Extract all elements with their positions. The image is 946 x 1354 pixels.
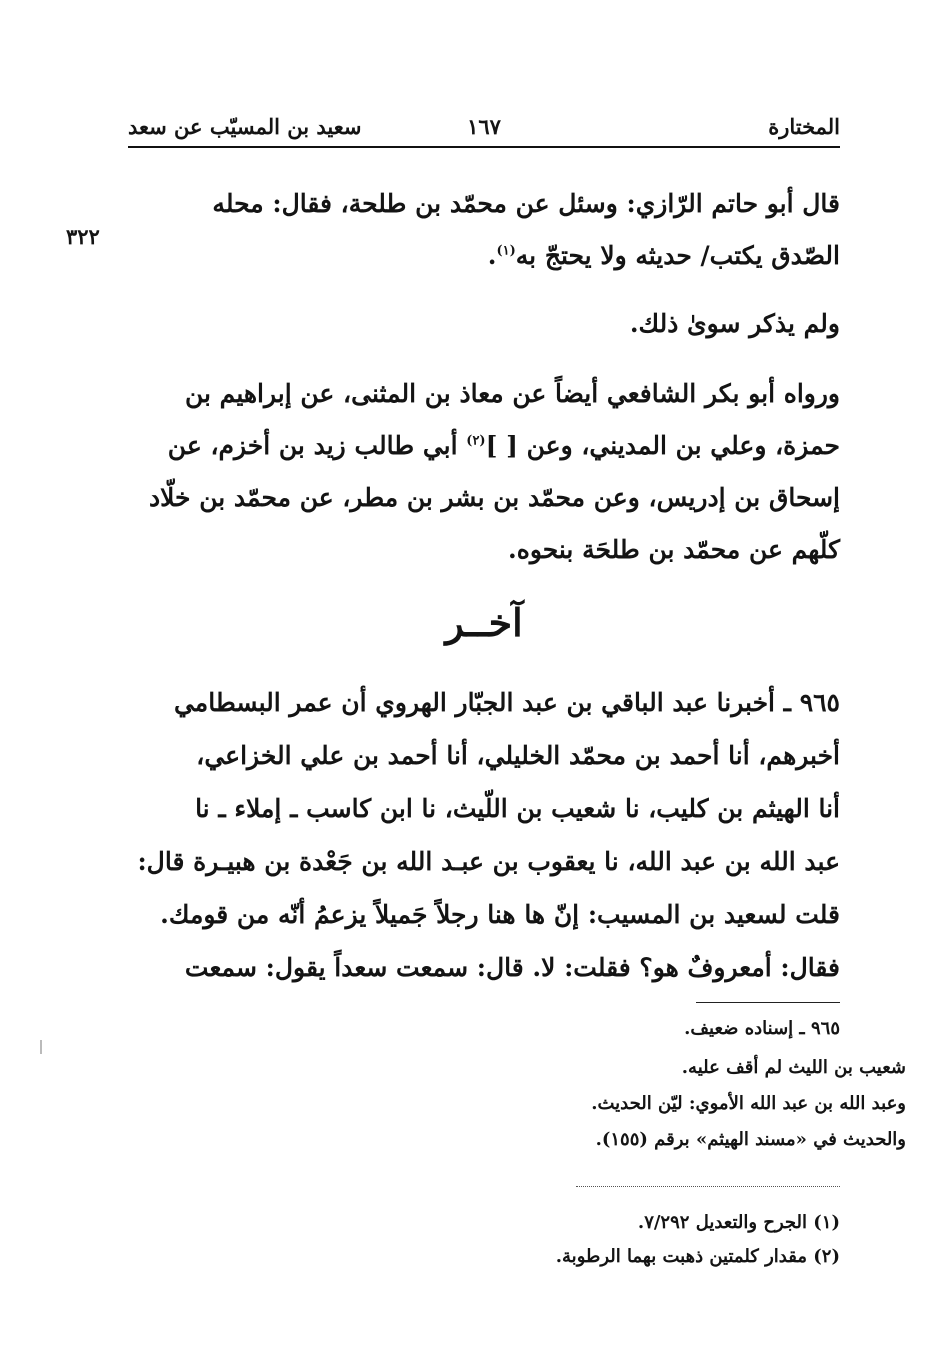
note-line: (٢) مقدار كلمتين ذهبت بهما الرطوبة. bbox=[555, 1246, 840, 1267]
footnote-ref: (٢) bbox=[466, 433, 486, 449]
text-line: كلّهم عن محمّد بن طلحَة بنحوه. bbox=[508, 535, 840, 564]
notes-divider bbox=[576, 1186, 840, 1187]
text-line: ورواه أبو بكر الشافعي أيضاً عن معاذ بن المثنى، عن إبراهيم بن bbox=[184, 379, 840, 408]
text-line bbox=[128, 230, 840, 282]
text-span: أبي طالب زيد بن أخزم، عن bbox=[167, 431, 467, 460]
text-line: أنا الهيثم بن كليب، نا شعيب بن اللّيث، نا ابن كاسب ـ إملاء ـ نا bbox=[195, 794, 840, 823]
takhrij-line: شعيب بن الليث لم أقف عليه. bbox=[681, 1057, 906, 1078]
text-line: فقال: أمعروفٌ هو؟ فقلت: لا. قال: سمعت سعداً يقول: سمعت bbox=[184, 953, 840, 982]
hadith-965 bbox=[128, 676, 840, 994]
running-header bbox=[128, 108, 840, 148]
takhrij-notes bbox=[246, 1050, 946, 1158]
note-line: (١) الجرح والتعديل ٧/٢٩٢. bbox=[637, 1212, 840, 1233]
paragraph-short bbox=[128, 298, 840, 350]
text-line: قال أبو حاتم الرّازي: وسئل عن محمّد بن طلحة، فقال: محله bbox=[212, 189, 840, 218]
editor-notes bbox=[128, 1206, 840, 1274]
paragraph-shafii bbox=[128, 368, 840, 576]
section-heading: آخــر bbox=[445, 600, 523, 645]
footnote-divider bbox=[696, 1002, 840, 1003]
page-number: ١٦٧ bbox=[467, 114, 501, 139]
paragraph-abu-hatim bbox=[128, 178, 840, 282]
text-line: أخبرهم، أنا أحمد بن محمّد الخليلي، أنا أحمد بن علي الخزاعي، bbox=[196, 741, 840, 770]
book-title: المختارة bbox=[768, 114, 840, 139]
footnote-ref: (١) bbox=[496, 243, 516, 259]
text-line: عبد الله بن عبد الله، نا يعقوب بن عبـد الله بن جَعْدة بن هبيـرة قال: bbox=[137, 847, 840, 876]
text-line: قلت لسعيد بن المسيب: إنّ ها هنا رجلاً جَميلاً يزعمُ أنّه من قومك. bbox=[160, 900, 840, 929]
text-line bbox=[128, 420, 840, 472]
text-line: ولم يذكر سوىٰ ذلك. bbox=[629, 309, 840, 338]
takhrij-line: وعبد الله بن عبد الله الأموي: ليّن الحديث. bbox=[591, 1093, 906, 1114]
header-divider bbox=[128, 146, 840, 148]
chapter-title: سعيد بن المسيّب عن سعد bbox=[128, 114, 362, 139]
text-line: إسحاق بن إدريس، وعن محمّد بن بشر بن مطر، عن محمّد بن خلّاد bbox=[149, 483, 840, 512]
takhrij-line: والحديث في «مسند الهيثم» برقم (١٥٥). bbox=[595, 1129, 906, 1150]
text-span: حمزة، وعلي بن المديني، وعن [ ] bbox=[485, 431, 840, 460]
text-span: الصّدق يكتب/ حديثه ولا يحتجّ به bbox=[515, 241, 840, 270]
text-span: . bbox=[487, 241, 497, 270]
text-line: ٩٦٥ ـ أخبرنا عبد الباقي بن عبد الجبّار الهروي أن عمر البسطامي bbox=[173, 688, 840, 717]
takhrij-heading: ٩٦٥ ـ إسناده ضعيف. bbox=[684, 1018, 840, 1039]
scan-artifact bbox=[40, 1040, 42, 1054]
margin-reference-number: ٣٢٢ bbox=[66, 224, 100, 249]
